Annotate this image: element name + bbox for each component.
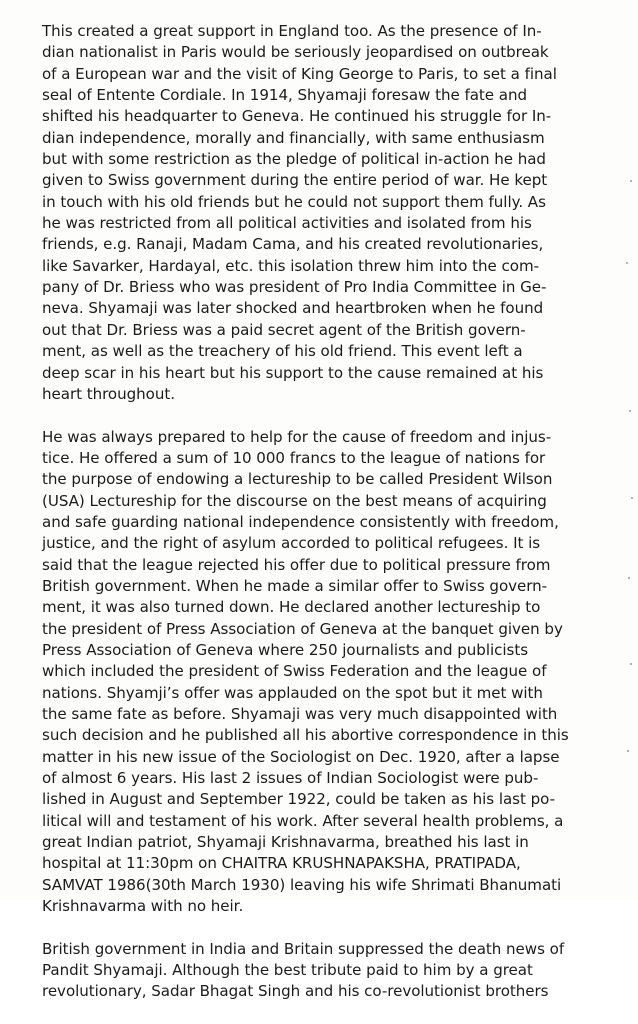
text-line: out that Dr. Briess was a paid secret agent of the British govern- [42,320,526,339]
scan-speck [629,410,631,412]
scan-speck [631,497,633,499]
text-line: He was always prepared to help for the cause of freedom and injus- [42,427,552,446]
text-line: neva. Shyamaji was later shocked and heartbroken when he found [42,299,544,318]
text-line: of almost 6 years. His last 2 issues of Indian Sociologist were pub- [42,769,539,788]
text-line: dian nationalist in Paris would be seriously jeopardised on outbreak [42,43,549,62]
text-line: the purpose of endowing a lectureship to be called President Wilson [42,470,553,489]
text-line: justice, and the right of asylum accorded to political refugees. It is [42,534,541,553]
scan-speck [628,577,630,579]
text-line: Krishnavarma with no heir. [42,897,244,916]
text-line: said that the league rejected his offer due to political pressure from [42,555,551,574]
text-line: hospital at 11:30pm on CHAITRA KRUSHNAPAKSHA, PRATIPADA, [42,854,521,873]
text-line: he was restricted from all political activities and isolated from his [42,214,532,233]
text-line: friends, e.g. Ranaji, Madam Cama, and his created revolutionaries, [42,235,544,254]
text-line: revolutionary, Sadar Bhagat Singh and his co-revolutionist brothers [42,982,549,1001]
text-line: Pandit Shyamaji. Although the best tribute paid to him by a great [42,961,533,980]
text-line: given to Swiss government during the entire period of war. He kept [42,171,548,190]
text-line: such decision and he published all his abortive correspondence in this [42,726,569,745]
text-line: dian independence, morally and financially, with same enthusiasm [42,128,545,147]
text-line: (USA) Lectureship for the discourse on the best means of acquiring [42,491,547,510]
text-line: Press Association of Geneva where 250 journalists and publicists [42,640,529,659]
text-line: This created a great support in England too. As the presence of In- [42,22,542,40]
text-line: ment, it was also turned down. He declared another lectureship to [42,598,541,617]
text-line: but with some restriction as the pledge of political in-action he had [42,150,546,169]
text-line: SAMVAT 1986(30th March 1930) leaving his wife Shrimati Bhanumati [42,875,562,894]
paragraph-3 [42,939,602,1003]
text-line: British government. When he made a similar offer to Swiss govern- [42,576,548,595]
text-line: seal of Entente Cordiale. In 1914, Shyamaji foresaw the fate and [42,86,528,105]
text-line: in touch with his old friends but he could not support them fully. As [42,192,546,211]
text-line: British government in India and Britain suppressed the death news of [42,939,565,958]
text-line: which included the president of Swiss Federation and the league of [42,662,547,681]
paragraph-2 [42,427,602,918]
text-line: and safe guarding national independence consistently with freedom, [42,512,559,531]
text-line: tice. He offered a sum of 10 000 francs to the league of nations for [42,448,546,467]
text-line: pany of Dr. Briess who was president of Pro India Committee in Ge- [42,278,547,297]
text-line: deep scar in his heart but his support to the cause remained at his [42,363,544,382]
text-line: of a European war and the visit of King George to Paris, to set a final [42,64,557,83]
text-line: lished in August and September 1922, could be taken as his last po- [42,790,555,809]
text-line: shifted his headquarter to Geneva. He continued his struggle for In- [42,107,552,126]
text-line: heart throughout. [42,384,175,403]
scan-speck [630,663,632,665]
document-body [42,21,602,1024]
scan-speck [626,262,628,264]
scan-speck [627,750,629,752]
text-line: the president of Press Association of Geneva at the banquet given by [42,619,563,638]
text-line: the same fate as before. Shyamaji was very much disappointed with [42,705,558,723]
scan-speck [630,180,632,182]
text-line: litical will and testament of his work. After several health problems, a [42,811,564,830]
paragraph-1 [42,21,602,405]
text-line: ment, as well as the treachery of his old friend. This event left a [42,342,523,361]
text-line: matter in his new issue of the Sociologist on Dec. 1920, after a lapse [42,747,560,766]
text-line: like Savarker, Hardayal, etc. this isolation threw him into the com- [42,256,540,275]
text-line: nations. Shyamji’s offer was applauded on the spot but it met with [42,683,543,702]
text-line: great Indian patriot, Shyamaji Krishnavarma, breathed his last in [42,833,529,852]
